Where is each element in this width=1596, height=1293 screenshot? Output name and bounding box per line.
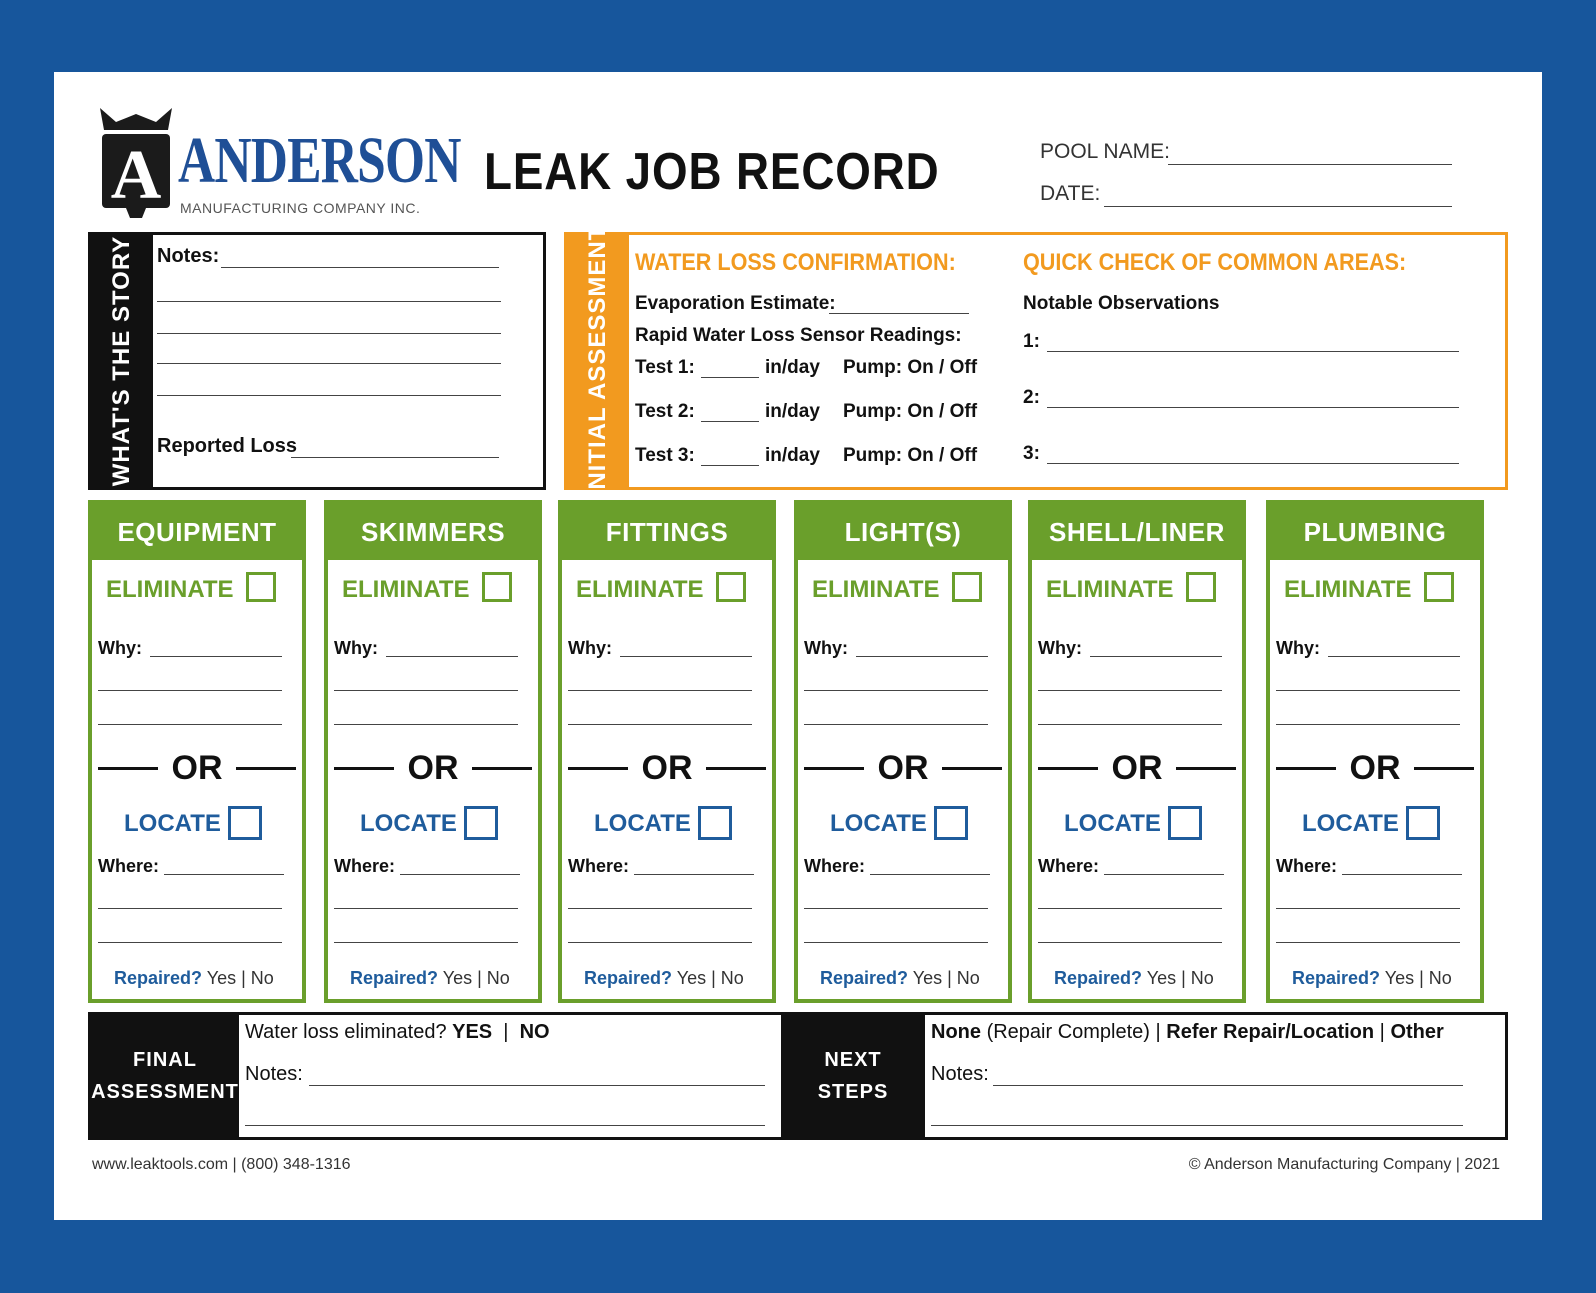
final-notes-field[interactable] — [245, 1125, 765, 1126]
or-text: OR — [641, 749, 693, 787]
evaporation-label: Evaporation Estimate: — [635, 293, 836, 314]
why-label: Why: — [1038, 638, 1082, 658]
pump-toggle[interactable]: Pump: On / Off — [843, 357, 978, 378]
where-field[interactable] — [334, 908, 518, 909]
repaired-options[interactable]: Yes | No — [206, 968, 274, 988]
where-field[interactable] — [870, 874, 990, 875]
date-label: DATE: — [1040, 182, 1101, 205]
or-divider — [804, 748, 1002, 788]
test-field[interactable] — [701, 465, 759, 466]
test-field[interactable] — [701, 377, 759, 378]
where-field[interactable] — [1038, 942, 1222, 943]
where-field[interactable] — [98, 908, 282, 909]
test-unit: in/day — [765, 401, 820, 422]
brand-subtitle: MANUFACTURING COMPANY INC. — [180, 200, 421, 216]
next-label-line: NEXT — [824, 1049, 882, 1071]
where-field[interactable] — [400, 874, 520, 875]
locate-label: LOCATE — [594, 810, 691, 837]
locate-checkbox[interactable] — [1406, 806, 1440, 840]
where-field[interactable] — [334, 942, 518, 943]
reported-loss-field[interactable] — [291, 457, 499, 458]
final-notes-label: Notes: — [245, 1063, 303, 1085]
logo-letter: A — [110, 137, 162, 214]
brand-name: ANDERSON — [178, 124, 461, 197]
category-column — [794, 500, 1012, 1003]
repaired-question — [350, 968, 510, 989]
where-field[interactable] — [634, 874, 754, 875]
pump-toggle[interactable]: Pump: On / Off — [843, 401, 978, 422]
initial-side-label: INITIAL ASSESSMENT — [584, 224, 611, 498]
category-column — [1266, 500, 1484, 1003]
or-divider — [568, 748, 766, 788]
anderson-logo-icon — [96, 108, 176, 218]
next-notes-label: Notes: — [931, 1063, 989, 1085]
where-field[interactable] — [1276, 908, 1460, 909]
water-loss-heading: WATER LOSS CONFIRMATION: — [635, 249, 956, 276]
eliminate-checkbox[interactable] — [246, 572, 276, 602]
repaired-label: Repaired? — [1054, 968, 1143, 988]
where-field[interactable] — [1104, 874, 1224, 875]
test-field[interactable] — [701, 421, 759, 422]
column-title: LIGHT(S) — [798, 504, 1008, 560]
eliminate-label: ELIMINATE — [106, 576, 234, 603]
where-field[interactable] — [98, 942, 282, 943]
repaired-question — [1292, 968, 1452, 989]
locate-label: LOCATE — [830, 810, 927, 837]
other-option[interactable]: Other — [1390, 1021, 1444, 1043]
where-field[interactable] — [1342, 874, 1462, 875]
final-assessment-label — [91, 1015, 239, 1137]
question-text: Water loss eliminated? — [245, 1021, 447, 1043]
or-text: OR — [1349, 749, 1401, 787]
pump-toggle[interactable]: Pump: On / Off — [843, 445, 978, 466]
why-label: Why: — [568, 638, 612, 658]
observation-field[interactable] — [1047, 351, 1459, 352]
none-option[interactable]: None — [931, 1021, 981, 1043]
column-title: SHELL/LINER — [1032, 504, 1242, 560]
eliminate-checkbox[interactable] — [716, 572, 746, 602]
why-field[interactable] — [568, 690, 752, 691]
where-label: Where: — [1038, 856, 1100, 876]
or-text: OR — [1111, 749, 1163, 787]
repaired-question — [584, 968, 744, 989]
column-title: EQUIPMENT — [92, 504, 302, 560]
initial-side-bar — [567, 224, 629, 498]
category-column — [1028, 500, 1246, 1003]
repaired-options[interactable]: Yes | No — [442, 968, 510, 988]
where-field[interactable] — [568, 908, 752, 909]
or-line — [472, 767, 532, 770]
observation-field[interactable] — [1047, 407, 1459, 408]
next-label-line: STEPS — [817, 1081, 889, 1103]
eliminate-checkbox[interactable] — [1424, 572, 1454, 602]
why-field[interactable] — [98, 690, 282, 691]
why-field[interactable] — [1038, 724, 1222, 725]
why-field[interactable] — [98, 724, 282, 725]
test-label: Test 1: — [635, 357, 695, 378]
why-field[interactable] — [804, 690, 988, 691]
notes-line[interactable] — [157, 301, 501, 302]
category-column — [324, 500, 542, 1003]
or-line — [236, 767, 296, 770]
repaired-options[interactable]: Yes | No — [676, 968, 744, 988]
or-text: OR — [877, 749, 929, 787]
why-field[interactable] — [150, 656, 282, 657]
leak-job-record-sheet — [54, 72, 1542, 1220]
why-field[interactable] — [620, 656, 752, 657]
repaired-options[interactable]: Yes | No — [1146, 968, 1214, 988]
where-field[interactable] — [1038, 908, 1222, 909]
where-field[interactable] — [568, 942, 752, 943]
observations-label: Notable Observations — [1023, 293, 1220, 314]
next-steps-options — [931, 1021, 1444, 1044]
next-notes-field[interactable] — [993, 1085, 1463, 1086]
column-title: SKIMMERS — [328, 504, 538, 560]
repaired-question — [1054, 968, 1214, 989]
notes-line[interactable] — [157, 395, 501, 396]
separator: | — [1155, 1021, 1161, 1043]
observation-number: 1: — [1023, 331, 1040, 352]
column-title: FITTINGS — [562, 504, 772, 560]
where-field[interactable] — [804, 908, 988, 909]
next-steps-label — [781, 1015, 925, 1137]
refer-option[interactable]: Refer Repair/Location — [1166, 1021, 1375, 1043]
reported-loss-label: Reported Loss — [157, 435, 298, 457]
eliminate-label: ELIMINATE — [812, 576, 940, 603]
next-notes-field[interactable] — [931, 1125, 1463, 1126]
final-label-line: FINAL — [133, 1049, 197, 1071]
repaired-label: Repaired? — [820, 968, 909, 988]
pool-name-label: POOL NAME: — [1040, 140, 1170, 163]
eliminate-label: ELIMINATE — [576, 576, 704, 603]
locate-checkbox[interactable] — [1168, 806, 1202, 840]
locate-label: LOCATE — [1064, 810, 1161, 837]
or-line — [1414, 767, 1474, 770]
test-unit: in/day — [765, 445, 820, 466]
why-field[interactable] — [1090, 656, 1222, 657]
why-field[interactable] — [1276, 690, 1460, 691]
eliminate-checkbox[interactable] — [952, 572, 982, 602]
or-text: OR — [407, 749, 459, 787]
where-label: Where: — [804, 856, 866, 876]
footer-copyright: © Anderson Manufacturing Company | 2021 — [1188, 1156, 1500, 1173]
observation-number: 2: — [1023, 387, 1040, 408]
why-field[interactable] — [334, 690, 518, 691]
eliminate-label: ELIMINATE — [1046, 576, 1174, 603]
test-unit: in/day — [765, 357, 820, 378]
footer-contact: www.leaktools.com | (800) 348-1316 — [92, 1156, 351, 1173]
water-loss-question — [245, 1021, 550, 1044]
notes-line[interactable] — [157, 363, 501, 364]
final-notes-field[interactable] — [309, 1085, 765, 1086]
where-label: Where: — [1276, 856, 1338, 876]
page-title: LEAK JOB RECORD — [484, 143, 940, 201]
no-option[interactable]: NO — [519, 1021, 550, 1043]
repaired-question — [820, 968, 980, 989]
sensor-label: Rapid Water Loss Sensor Readings: — [635, 325, 962, 346]
initial-assessment-section — [564, 224, 1508, 498]
yes-option[interactable]: YES — [452, 1021, 493, 1043]
pool-name-field[interactable] — [1168, 164, 1452, 165]
where-label: Where: — [334, 856, 396, 876]
test-label: Test 3: — [635, 445, 695, 466]
eliminate-label: ELIMINATE — [342, 576, 470, 603]
why-label: Why: — [334, 638, 378, 658]
or-line — [706, 767, 766, 770]
or-divider — [98, 748, 296, 788]
locate-label: LOCATE — [124, 810, 221, 837]
where-field[interactable] — [804, 942, 988, 943]
separator: | — [503, 1021, 509, 1043]
or-line — [1176, 767, 1236, 770]
why-field[interactable] — [386, 656, 518, 657]
observation-number: 3: — [1023, 443, 1040, 464]
notes-line[interactable] — [157, 333, 501, 334]
observation-field[interactable] — [1047, 463, 1459, 464]
where-label: Where: — [98, 856, 160, 876]
repaired-label: Repaired? — [584, 968, 673, 988]
or-divider — [1276, 748, 1474, 788]
or-line — [942, 767, 1002, 770]
category-column — [88, 500, 306, 1003]
story-side-label: WHAT'S THE STORY — [108, 235, 135, 487]
repaired-options[interactable]: Yes | No — [1384, 968, 1452, 988]
column-title: PLUMBING — [1270, 504, 1480, 560]
or-divider — [334, 748, 532, 788]
locate-checkbox[interactable] — [464, 806, 498, 840]
why-field[interactable] — [804, 724, 988, 725]
locate-label: LOCATE — [1302, 810, 1399, 837]
test-label: Test 2: — [635, 401, 695, 422]
repaired-label: Repaired? — [114, 968, 203, 988]
where-label: Where: — [568, 856, 630, 876]
why-field[interactable] — [856, 656, 988, 657]
final-label-line: ASSESSMENT — [91, 1081, 239, 1103]
why-label: Why: — [804, 638, 848, 658]
where-field[interactable] — [164, 874, 284, 875]
why-field[interactable] — [568, 724, 752, 725]
repaired-question — [114, 968, 274, 989]
separator: | — [1379, 1021, 1385, 1043]
why-field[interactable] — [1328, 656, 1460, 657]
none-detail: (Repair Complete) — [986, 1021, 1150, 1043]
quick-check-heading: QUICK CHECK OF COMMON AREAS: — [1023, 249, 1407, 276]
why-field[interactable] — [334, 724, 518, 725]
repaired-options[interactable]: Yes | No — [912, 968, 980, 988]
story-side-bar — [91, 235, 153, 487]
eliminate-checkbox[interactable] — [1186, 572, 1216, 602]
eliminate-checkbox[interactable] — [482, 572, 512, 602]
locate-label: LOCATE — [360, 810, 457, 837]
eliminate-label: ELIMINATE — [1284, 576, 1412, 603]
why-label: Why: — [98, 638, 142, 658]
why-field[interactable] — [1276, 724, 1460, 725]
notes-line[interactable] — [221, 267, 499, 268]
repaired-label: Repaired? — [350, 968, 439, 988]
notes-label: Notes: — [157, 245, 220, 267]
or-divider — [1038, 748, 1236, 788]
final-assessment-section — [88, 1012, 1508, 1140]
category-column — [558, 500, 776, 1003]
where-field[interactable] — [1276, 942, 1460, 943]
repaired-label: Repaired? — [1292, 968, 1381, 988]
date-field[interactable] — [1104, 206, 1452, 207]
locate-checkbox[interactable] — [228, 806, 262, 840]
why-label: Why: — [1276, 638, 1320, 658]
why-field[interactable] — [1038, 690, 1222, 691]
locate-checkbox[interactable] — [698, 806, 732, 840]
evaporation-field[interactable] — [829, 313, 969, 314]
or-text: OR — [171, 749, 223, 787]
locate-checkbox[interactable] — [934, 806, 968, 840]
story-section — [88, 232, 546, 490]
